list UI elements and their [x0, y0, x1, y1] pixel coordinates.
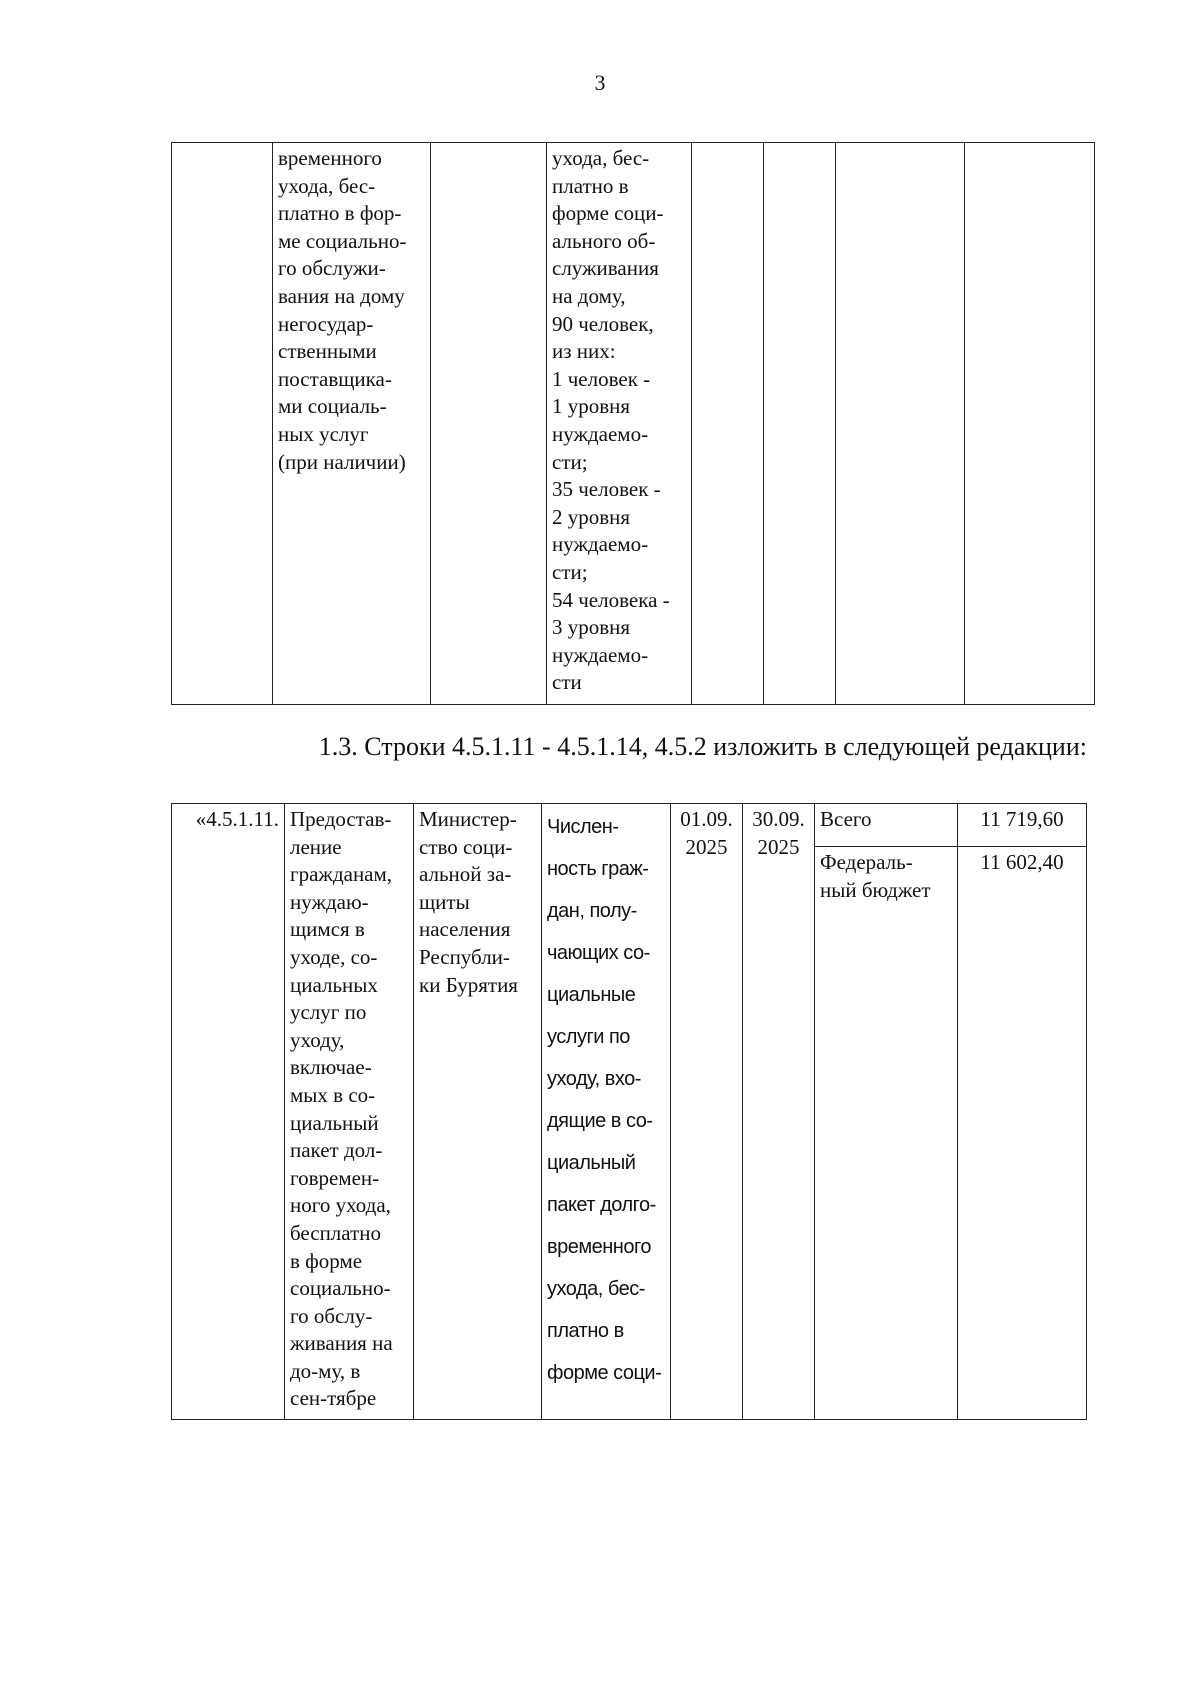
text-line: чающих со-: [547, 942, 650, 964]
text-line: Министер-: [419, 807, 517, 831]
table-bottom: [171, 803, 1087, 1420]
text-line: форме соци-: [547, 1362, 662, 1384]
text-line: ный бюджет: [820, 877, 931, 902]
text-line: 01.09.: [680, 807, 733, 831]
text-line: социально-: [290, 1276, 391, 1301]
text-line: платно в фор-: [278, 201, 402, 226]
text-line: 35 человек -: [552, 477, 661, 502]
text-line: ление: [290, 834, 342, 859]
text-line: платно в: [552, 173, 629, 198]
top-cell-amount: [965, 143, 1095, 705]
text-line: ухода, бес-: [547, 1278, 645, 1300]
text-line: ки Бурятия: [419, 972, 518, 997]
text-line: услуг по: [290, 1000, 367, 1025]
text-line: сти: [552, 670, 582, 695]
text-line: пакет дол-: [290, 1138, 383, 1163]
text-line: уходу,: [290, 1027, 345, 1052]
text-line: из них:: [552, 339, 616, 364]
text-line: говремен-: [290, 1165, 380, 1190]
text-line: 54 человека -: [552, 587, 670, 612]
text-line: ство соци-: [419, 834, 513, 859]
text-line: гражданам,: [290, 862, 393, 887]
cell-description: [285, 804, 414, 1420]
text-line: циальный: [547, 1152, 636, 1174]
text-line: нуждаемо-: [552, 421, 649, 446]
funding-source-federal: [815, 847, 957, 906]
text-line: включае-: [290, 1055, 372, 1080]
page-number: 3: [594, 70, 606, 95]
text-line: альной за-: [419, 862, 512, 887]
text-line: 2025: [757, 834, 800, 859]
cell-start-date: [671, 804, 743, 1420]
funding-source-total: Всего: [815, 804, 957, 847]
top-cell-end: [764, 143, 836, 705]
text-line: 1 человек -: [552, 366, 651, 391]
text-line: го обслу-: [290, 1303, 373, 1328]
text-line: сти;: [552, 559, 588, 584]
text-line: нуждаю-: [290, 889, 369, 914]
text-line: ми социаль-: [278, 394, 387, 419]
text-line: населения: [419, 917, 511, 942]
text-line: дящие в со-: [547, 1110, 653, 1132]
amount-total: 11 719,60: [958, 804, 1086, 847]
text-line: нуждаемо-: [552, 532, 649, 557]
top-cell-responsible: [431, 143, 547, 705]
text-line: 3 уровня: [552, 615, 631, 640]
text-line: на дому,: [552, 283, 626, 308]
text-line: ного ухода,: [290, 1193, 391, 1218]
text-line: ухода, бес-: [278, 173, 376, 198]
top-cell-description: [273, 143, 431, 705]
top-cell-indicator: [547, 143, 692, 705]
text-line: в форме: [290, 1248, 363, 1273]
text-line: временного: [278, 146, 382, 170]
text-line: ального об-: [552, 228, 656, 253]
row-number: «4.5.1.11.: [172, 804, 285, 1420]
text-line: щиты: [419, 889, 470, 914]
cell-funding-source: [815, 804, 958, 1420]
text-line: платно в: [547, 1320, 624, 1342]
top-cell-start: [692, 143, 764, 705]
cell-responsible: [414, 804, 542, 1420]
text-line: Числен-: [547, 816, 619, 838]
text-line: ухода, бес-: [552, 146, 650, 170]
text-line: 90 человек,: [552, 311, 654, 336]
text-line: (при наличии): [278, 449, 406, 474]
text-line: служивания: [552, 256, 659, 281]
text-line: циальных: [290, 972, 378, 997]
text-line: сти;: [552, 449, 588, 474]
top-cell-source: [836, 143, 965, 705]
text-line: ственными: [278, 339, 377, 364]
text-line: мых в со-: [290, 1082, 376, 1107]
amount-federal: 11 602,40: [980, 850, 1064, 874]
text-line: 2025: [685, 834, 728, 859]
text-line: уходу, вхо-: [547, 1068, 641, 1090]
text-line: пакет долго-: [547, 1194, 656, 1216]
text-line: 2 уровня: [552, 504, 631, 529]
text-line: ность граж-: [547, 858, 649, 880]
table-top: [171, 142, 1095, 705]
cell-indicator: [542, 804, 671, 1420]
text-line: услуги по: [547, 1026, 630, 1048]
cell-amount: [958, 804, 1087, 1420]
text-line: до-му, в: [290, 1358, 361, 1383]
text-line: циальный: [290, 1110, 379, 1135]
text-line: поставщика-: [278, 366, 392, 391]
text-line: Республи-: [419, 944, 510, 969]
text-line: ных услуг: [278, 421, 369, 446]
text-line: циальные: [547, 984, 636, 1006]
text-line: 1 уровня: [552, 394, 631, 419]
text-line: сен-тябре: [290, 1386, 377, 1411]
text-line: негосудар-: [278, 311, 374, 336]
text-line: бесплатно: [290, 1220, 381, 1245]
section-heading: 1.3. Строки 4.5.1.11 - 4.5.1.14, 4.5.2 изложить в следующей редакции:: [318, 732, 1087, 761]
text-line: форме соци-: [552, 201, 664, 226]
text-line: Предостав-: [290, 807, 392, 831]
text-line: 30.09.: [752, 807, 805, 831]
text-line: живания на: [290, 1331, 393, 1356]
text-line: вания на дому: [278, 283, 405, 308]
text-line: щимся в: [290, 917, 365, 942]
text-line: нуждаемо-: [552, 642, 649, 667]
text-line: дан, полу-: [547, 900, 637, 922]
text-line: уходе, со-: [290, 944, 378, 969]
text-line: ме социально-: [278, 228, 407, 253]
text-line: го обслужи-: [278, 256, 386, 281]
top-cell-number: [172, 143, 273, 705]
cell-end-date: [743, 804, 815, 1420]
text-line: временного: [547, 1236, 651, 1258]
text-line: Федераль-: [820, 850, 913, 874]
